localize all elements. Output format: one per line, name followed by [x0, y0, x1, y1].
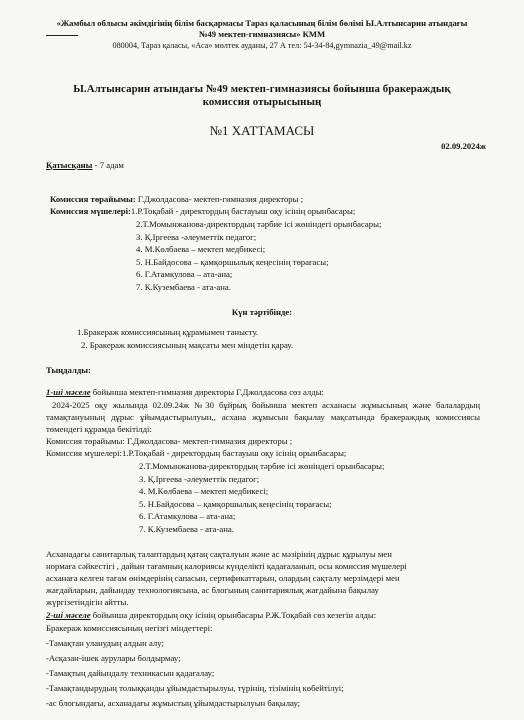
listened-member-2: 2.Т.Момынжанова-директордың тәрбие ісі жөніндегі орынбасары;: [139, 461, 385, 471]
listened-members-label: Комиссия мүшелері:: [46, 448, 122, 458]
listened-member-3: 3. Қ.Іргеева -әлеуметтік педагог;: [139, 474, 260, 484]
paragraph-2-line-2: нормаға сәйкестігі , дайын тағамның калориясы күнделікті қадағаланып, осы комиссия мүшелері: [46, 561, 407, 571]
listened-chair-line: Комиссия төрайымы: Г.Джолдасова- мектеп-гимназия директоры ;: [46, 436, 293, 446]
paragraph-2-line-5: жүргізетіндігін айтты.: [46, 597, 129, 607]
commission-chair-value: Г.Джолдасова- мектеп-гимназия директоры ;: [135, 194, 304, 204]
issue-1-label: 1-ші мәселе: [46, 387, 91, 397]
letterhead-divider: [46, 35, 78, 36]
letterhead-address: 080004, Тараз қаласы, «Аса» мөлтек ауданы, 27 А тел: 54-34-84,gymnazia_49@mail.kz: [112, 41, 412, 50]
attendance-line: [46, 160, 124, 170]
listened-member-4: 4. М.Көлбаева – мектеп медбикесі;: [139, 486, 269, 496]
attendance-value: - 7 адам: [92, 160, 124, 170]
commission-members-line: [50, 206, 355, 216]
listened-member-6: 6. Г.Атамкулова – ата-ана;: [139, 511, 236, 521]
letterhead-line-2: №49 мектеп-гимназиясы» КММ: [198, 29, 326, 39]
listened-member-1: 1.Р.Тоқабай - директордың бастауыш оқу ісінің орынбасары;: [121, 448, 347, 458]
duty-item-1: -Тамақтан уланудың алдын алу;: [46, 638, 164, 648]
paragraph-2-line-1: Асханадағы санитарлық талаптардың қатаң сақталуын және ас мәзірінің дұрыс құрылуы мен: [46, 549, 392, 559]
issue-1-line: [46, 387, 324, 397]
agenda-item-1: 1.Бракераж комиссиясының құрамымен танысту.: [77, 327, 259, 337]
commission-member-5: 5. Н.Байдосова – қамқоршылық кеңесінің төрағасы;: [136, 257, 329, 267]
commission-member-2: 2.Т.Момынжанова-директордың тәрбие ісі жөніндегі орынбасары;: [136, 219, 382, 229]
duty-item-5: -ас блогындағы, асханадағы жұмыстың ұйымдастырылуын бақылау;: [46, 698, 301, 708]
commission-member-7: 7. К.Кузембаева - ата-ана.: [136, 282, 231, 292]
issue-1-paragraph: 2024-2025 оқу жылында 02.09.24ж №30 бұйрық бойынша мектеп асханасы жұмысының және балалардың тамақтануының дұрыс ұйымдастырылуын,, асхана жұмысын бақылау мақсатында бракераждық комиссиясы төмендегі құрамда бекітілді:: [46, 400, 480, 435]
commission-chair-label: Комиссия төрайымы:: [50, 194, 136, 204]
letterhead-line-1: «Жамбыл облысы әкімдігінің білім басқармасы Тараз қаласының білім бөлімі Ы.Алтынсарин атындағы: [56, 18, 468, 28]
listened-members-line: [46, 448, 346, 458]
listened-member-5: 5. Н.Байдосова – қамқоршылық кеңесінің төрағасы;: [139, 499, 332, 509]
issue-1-intro: бойынша мектеп-гимназия директоры Г.Джолдасова сөз алды:: [90, 387, 324, 397]
commission-member-6: 6. Г.Атамкулова – ата-ана;: [136, 269, 233, 279]
attendance-label: Қатысқаны: [46, 160, 93, 170]
paragraph-2-line-3: асханаға келген тағам өнімдерінің сапасын, сертификаттарын, олардың сақталу мерзімдері мен: [46, 573, 400, 583]
commission-member-3: 3. Қ.Іргеева -әлеуметтік педагог;: [136, 232, 257, 242]
document-date: 02.09.2024ж: [441, 141, 486, 151]
duties-intro: Бракераж комиссиясының негізгі міндеттері:: [46, 623, 213, 633]
issue-2-intro: бойынша директордың оқу ісінің орынбасары Р.Ж.Тоқабай сөз кезегін алды:: [90, 610, 377, 620]
paragraph-2-line-4: жағдайларын, дайындау технологиясына, ас блогының санитариялық жағдайына бақылау: [46, 585, 379, 595]
commission-members-label: Комиссия мүшелері:: [50, 206, 131, 216]
duty-item-4: -Тамақтандырудың толыққанды ұйымдастырылуы, түрінің, тізімінің көбейтілуі;: [46, 683, 344, 693]
agenda-heading: Күн тәртібінде:: [231, 307, 293, 317]
agenda-item-2: 2. Бракераж комиссиясының мақсаты мен міндетін қарау.: [81, 340, 294, 350]
issue-2-label: 2-ші мәселе: [46, 610, 91, 620]
minutes-number: №1 ХАТТАМАСЫ: [209, 123, 315, 138]
duty-item-2: -Асқазан-ішек аурулары болдырмау;: [46, 653, 181, 663]
document-title-line-1: Ы.Алтынсарин атындағы №49 мектеп-гимназиясы бойынша бракераждық: [73, 83, 451, 95]
listened-heading: Тыңдалды:: [46, 365, 91, 375]
commission-member-1: 1.Р.Тоқабай - директордың бастауыш оқу ісінің орынбасары;: [130, 206, 356, 216]
listened-member-7: 7. К.Кузембаева - ата-ана.: [139, 524, 234, 534]
commission-member-4: 4. М.Көлбаева – мектеп медбикесі;: [136, 244, 266, 254]
document-title-line-2: комиссия отырысының: [202, 96, 322, 108]
issue-2-line: [46, 610, 376, 620]
duty-item-3: -Тамақтың дайындалу техникасын қадағалау;: [46, 668, 215, 678]
commission-chair-line: [50, 194, 303, 204]
